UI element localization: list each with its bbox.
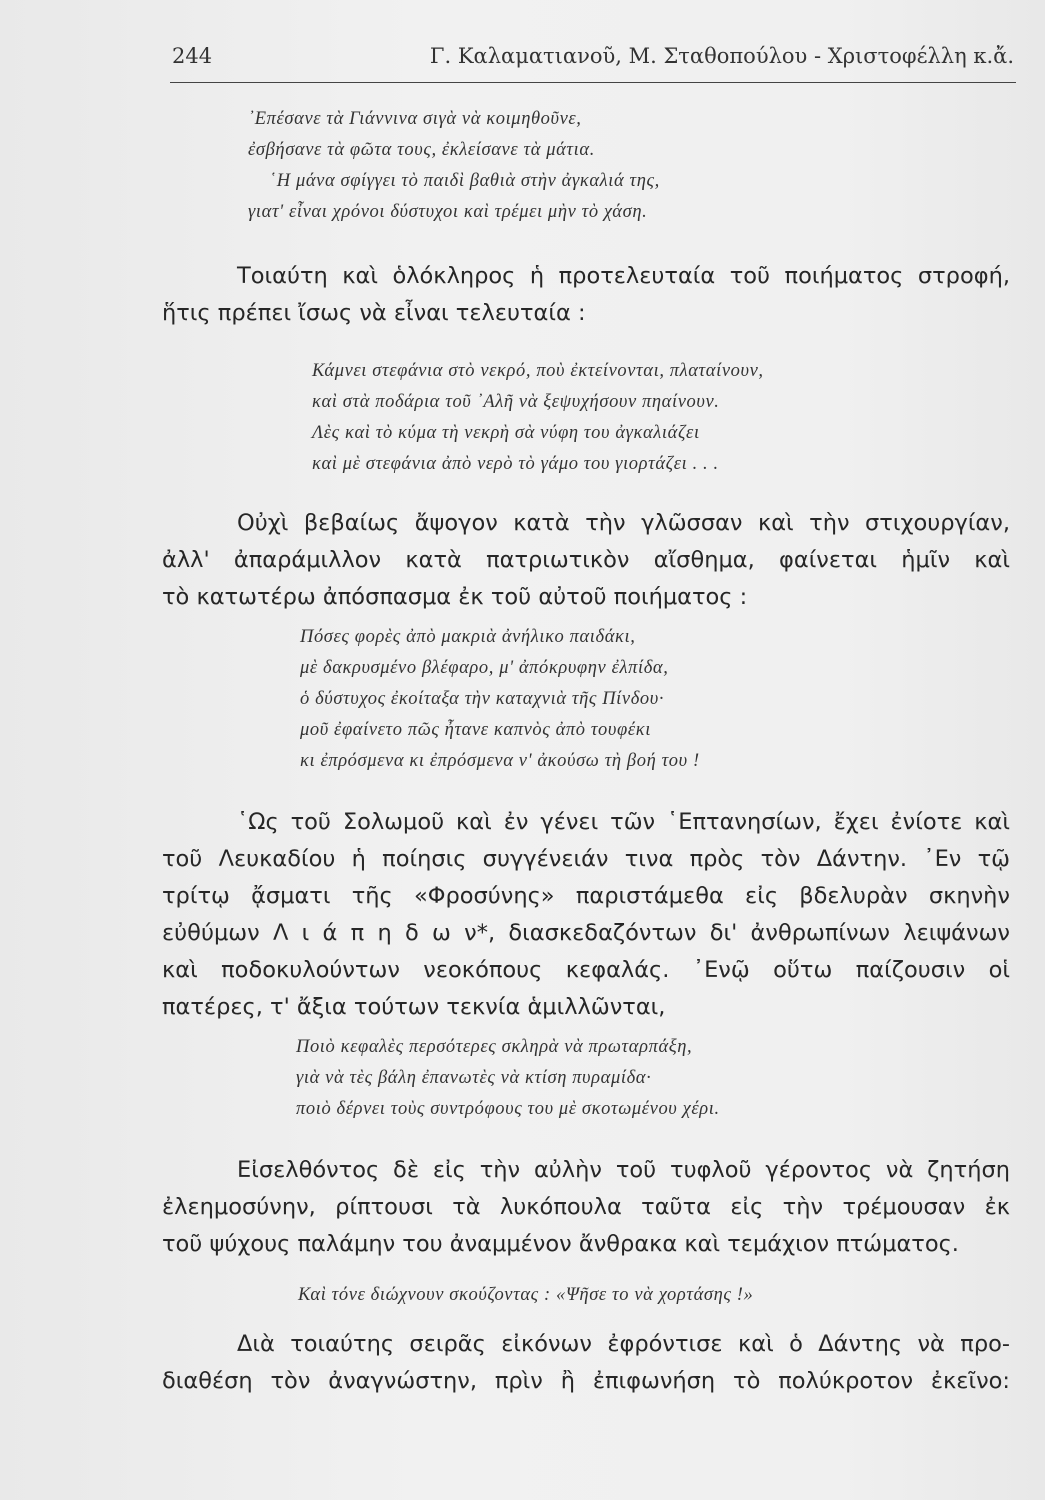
verse-line: Πόσες φορὲς ἀπὸ μακριὰ ἀνήλικο παιδάκι,: [300, 627, 636, 647]
text-line: τοῦ Λευκαδίου ἡ ποίησις συγγένειάν τινα πρὸς τὸν Δάντην. ᾿Εν τῷ: [162, 846, 1010, 872]
paragraph-2: [162, 505, 1010, 616]
verse-line: Καὶ τόνε διώχνουν σκούζοντας : «Ψῆσε το νὰ χορτάσης !»: [298, 1285, 754, 1305]
text-line: πατέρες, τ' ἄξια τούτων τεκνία ἁμιλλῶνται,: [162, 994, 666, 1020]
verse-line: μὲ δακρυσμένο βλέφαρο, μ' ἀπόκρυφην ἐλπίδα,: [300, 658, 669, 678]
text-line: Εἰσελθόντος δὲ εἰς τὴν αὐλὴν τοῦ τυφλοῦ γέροντος νὰ ζητήση: [237, 1157, 1010, 1183]
text-line: ἥτις πρέπει ἴσως νὰ εἶναι τελευταία :: [162, 300, 586, 326]
verse-line: ποιὸ δέρνει τοὺς συντρόφους του μὲ σκοτωμένου χέρι.: [296, 1099, 720, 1119]
text-line: ἐλεημοσύνην, ρίπτουσι τὰ λυκόπουλα ταῦτα εἰς τὴν τρέμουσαν ἐκ: [162, 1194, 1010, 1220]
paragraph-4: [162, 1152, 1010, 1263]
verse-line: γιατ' εἶναι χρόνοι δύστυχοι καὶ τρέμει μὴν τὸ χάση.: [248, 202, 648, 222]
text-line: ῾Ως τοῦ Σολωμοῦ καὶ ἐν γένει τῶν ῾Επτανησίων, ἔχει ἐνίοτε καὶ: [237, 809, 1010, 835]
verse-block-3: [300, 622, 700, 777]
page-number: 244: [172, 44, 213, 68]
verse-line: κι ἐπρόσμενα κι ἐπρόσμενα ν' ἀκούσω τὴ βοή του !: [300, 751, 700, 771]
verse-block-1: [248, 104, 660, 228]
verse-line: ἐσβήσανε τὰ φῶτα τους, ἐκλείσανε τὰ μάτια.: [248, 140, 595, 160]
text-line: ἀλλ' ἀπαράμιλλον κατὰ πατριωτικὸν αἴσθημα, φαίνεται ἡμῖν καὶ: [162, 547, 1010, 573]
verse-line: ῾Η μάνα σφίγγει τὸ παιδὶ βαθιὰ στὴν ἀγκαλιά της,: [270, 171, 660, 191]
text-line: καὶ ποδοκυλούντων νεοκόπους κεφαλάς. ᾿Ενῷ οὕτω παίζουσιν οἱ: [162, 957, 1010, 983]
verse-line: ᾿Επέσανε τὰ Γιάννινα σιγὰ νὰ κοιμηθοῦνε,: [248, 109, 582, 129]
text-line: εὐθύμων Λ ι ά π η δ ω ν*, διασκεδαζόντων δι' ἀνθρωπίνων λειψάνων: [162, 920, 1010, 946]
verse-line: μοῦ ἐφαίνετο πῶς ἦτανε καπνὸς ἀπὸ τουφέκι: [300, 720, 651, 740]
text-line: διαθέση τὸν ἀναγνώστην, πρὶν ἢ ἐπιφωνήση τὸ πολύκροτον ἐκεῖνο:: [162, 1368, 1010, 1394]
verse-line: γιὰ νὰ τὲς βάλη ἐπανωτὲς νὰ κτίση πυραμίδα·: [296, 1068, 652, 1088]
paragraph-1: [162, 258, 1010, 332]
verse-line: Κάμνει στεφάνια στὸ νεκρό, ποὺ ἐκτείνονται, πλαταίνουν,: [312, 361, 764, 381]
verse-line: Ποιὸ κεφαλὲς περσότερες σκληρὰ νὰ πρωταρπάξη,: [296, 1037, 693, 1057]
text-line: τὸ κατωτέρω ἀπόσπασμα ἐκ τοῦ αὐτοῦ ποιήματος :: [162, 584, 748, 610]
verse-line: καὶ μὲ στεφάνια ἀπὸ νερὸ τὸ γάμο του γιορτάζει . . .: [312, 454, 719, 474]
text-line: τρίτῳ ᾄσματι τῆς «Φροσύνης» παριστάμεθα εἰς βδελυρὰν σκηνὴν: [162, 883, 1010, 909]
running-head: Γ. Καλαματιανοῦ, Μ. Σταθοπούλου - Χριστοφέλλη κ.ἄ.: [429, 44, 1014, 68]
paragraph-5: [162, 1326, 1010, 1400]
verse-block-4: [296, 1032, 720, 1125]
verse-block-2: [312, 356, 764, 480]
verse-block-5: [298, 1280, 753, 1311]
paragraph-3: [162, 804, 1010, 1026]
text-line: τοῦ ψύχους παλάμην του ἀναμμένον ἄνθρακα καὶ τεμάχιον πτώματος.: [162, 1231, 959, 1257]
text-line: Διὰ τοιαύτης σειρᾶς εἰκόνων ἐφρόντισε καὶ ὁ Δάντης νὰ προ-: [237, 1331, 1010, 1357]
page-header: [170, 42, 1016, 83]
verse-line: καὶ στὰ ποδάρια τοῦ ᾿Αλῆ νὰ ξεψυχήσουν πηαίνουν.: [312, 392, 720, 412]
verse-line: ὁ δύστυχος ἐκοίταξα τὴν καταχνιὰ τῆς Πίνδου·: [300, 689, 665, 709]
verse-line: Λὲς καὶ τὸ κύμα τὴ νεκρὴ σὰ νύφη του ἀγκαλιάζει: [312, 423, 700, 443]
text-line: Τοιαύτη καὶ ὁλόκληρος ἡ προτελευταία τοῦ ποιήματος στροφή,: [237, 263, 1010, 289]
text-line: Οὐχὶ βεβαίως ἄψογον κατὰ τὴν γλῶσσαν καὶ τὴν στιχουργίαν,: [237, 510, 1010, 536]
